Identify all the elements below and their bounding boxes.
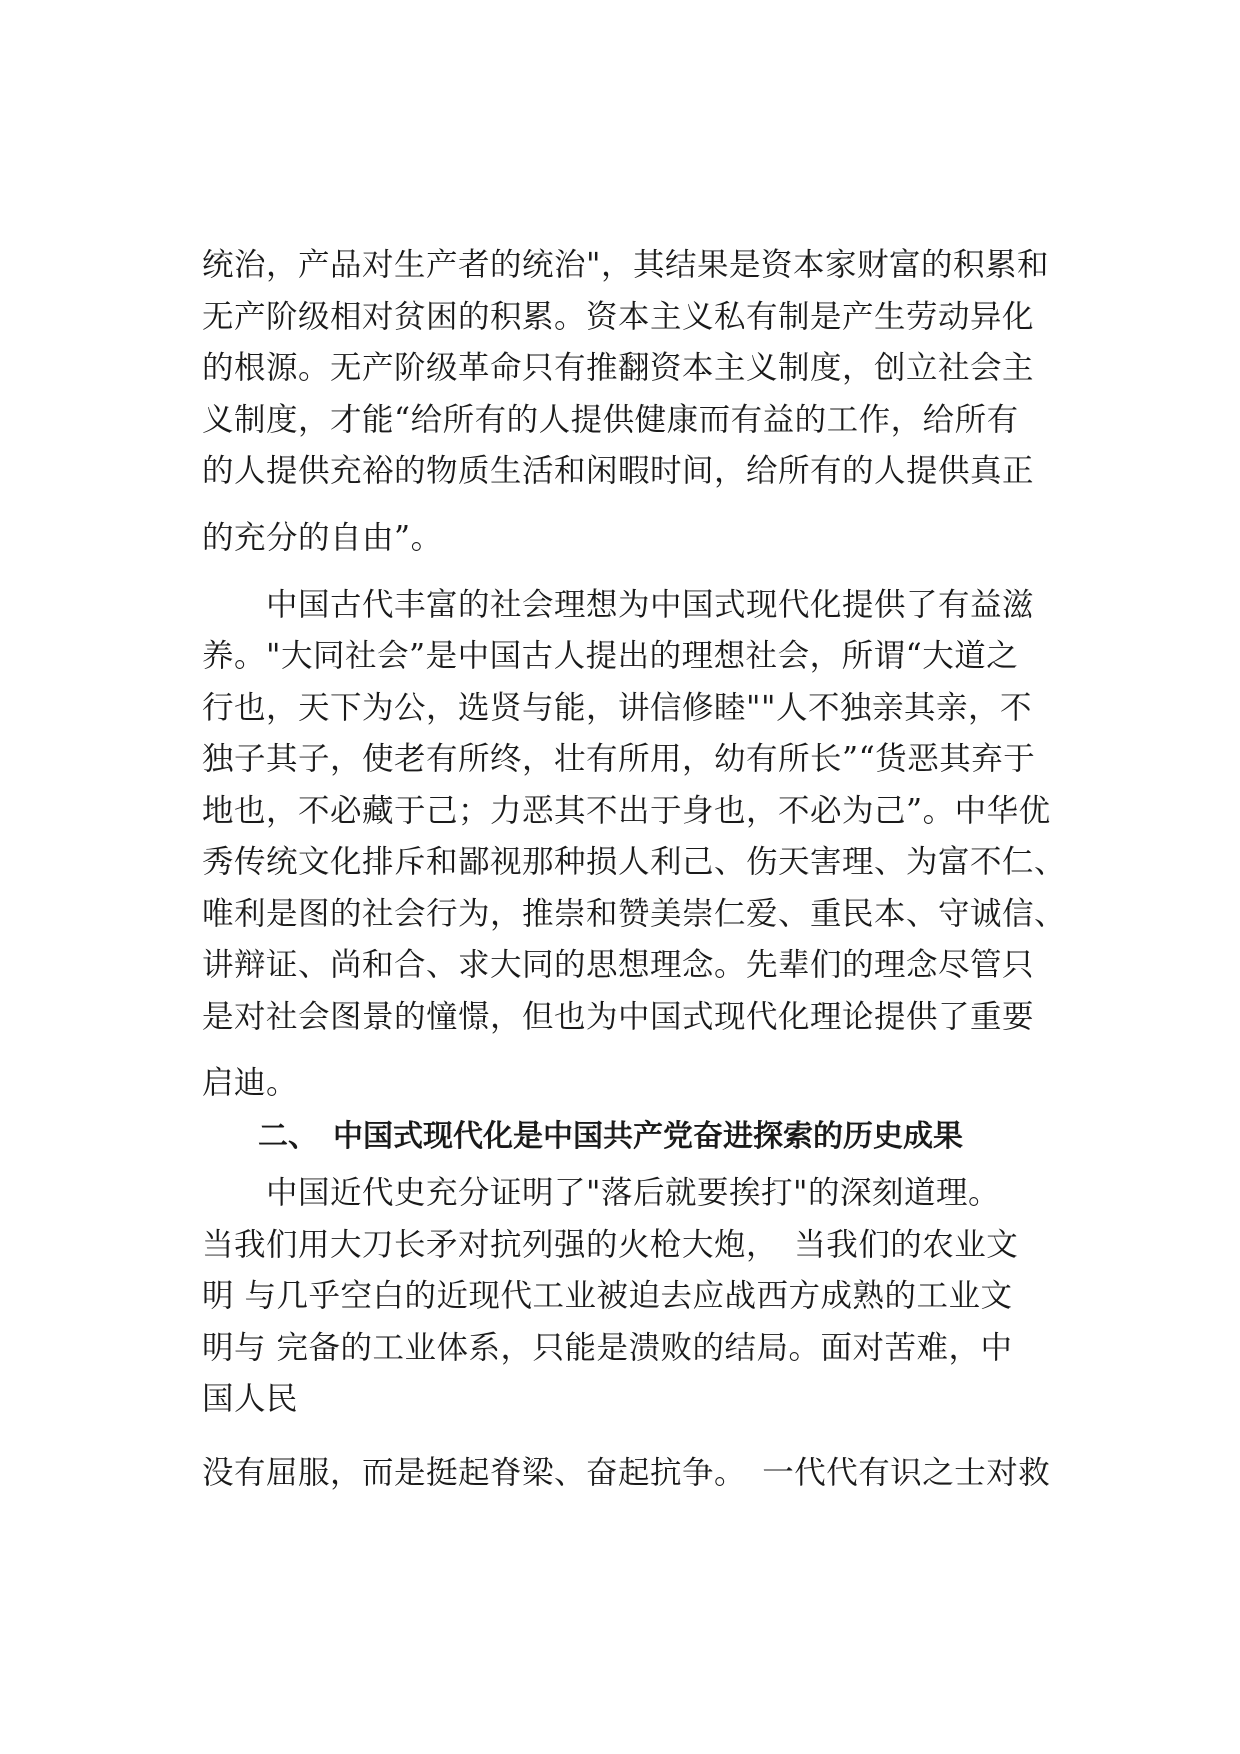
section-heading: 二、 中国式现代化是中国共产党奋进探索的历史成果 — [258, 1119, 963, 1154]
paragraph-3-line-5: 国人民 — [202, 1381, 299, 1417]
paragraph-2-line-5: 地也，不必藏于己；力恶其不出于身也，不必为己”。中华优 — [202, 793, 1051, 829]
paragraph-1-line-1: 统治，产品对生产者的统治"，其结果是资本家财富的积累和 — [202, 247, 1049, 283]
paragraph-3-line-4: 明与 完备的工业体系，只能是溃败的结局。面对苦难，中 — [202, 1330, 1013, 1366]
paragraph-3-line-1: 中国近代史充分证明了"落后就要挨打"的深刻道理。 — [202, 1175, 1000, 1211]
paragraph-1-line-6: 的充分的自由”。 — [202, 520, 443, 556]
paragraph-2-line-10: 启迪。 — [202, 1065, 299, 1101]
paragraph-2-line-2: 养。"大同社会”是中国古人提出的理想社会，所谓“大道之 — [202, 638, 1019, 674]
paragraph-2-line-7: 唯利是图的社会行为，推崇和赞美崇仁爱、重民本、守诚信、 — [202, 896, 1067, 932]
paragraph-2-line-9: 是对社会图景的憧憬，但也为中国式现代化理论提供了重要 — [202, 999, 1035, 1035]
paragraph-2-line-1: 中国古代丰富的社会理想为中国式现代化提供了有益滋 — [202, 587, 1035, 623]
paragraph-1-line-2: 无产阶级相对贫困的积累。资本主义私有制是产生劳动异化 — [202, 299, 1035, 335]
paragraph-3-line-3: 明 与几乎空白的近现代工业被迫去应战西方成熟的工业文 — [202, 1278, 1013, 1314]
paragraph-3-line-2: 当我们用大刀长矛对抗列强的火枪大炮， 当我们的农业文 — [202, 1227, 1019, 1263]
paragraph-2-line-3: 行也，天下为公，选贤与能，讲信修睦""人不独亲其亲，不 — [202, 690, 1032, 726]
paragraph-1-line-4: 义制度，才能“给所有的人提供健康而有益的工作，给所有 — [202, 402, 1019, 438]
paragraph-1-line-3: 的根源。无产阶级革命只有推翻资本主义制度，创立社会主 — [202, 350, 1035, 386]
paragraph-3-line-6: 没有屈服，而是挺起脊梁、奋起抗争。 一代代有识之士对救 — [202, 1455, 1051, 1491]
paragraph-2-line-6: 秀传统文化排斥和鄙视那种损人利己、伤天害理、为富不仁、 — [202, 844, 1067, 880]
paragraph-2-line-8: 讲辩证、尚和合、求大同的思想理念。先辈们的理念尽管只 — [202, 947, 1035, 983]
paragraph-1-line-5: 的人提供充裕的物质生活和闲暇时间，给所有的人提供真正 — [202, 453, 1035, 489]
paragraph-2-line-4: 独子其子，使老有所终，壮有所用，幼有所长”“货恶其弃于 — [202, 741, 1036, 777]
